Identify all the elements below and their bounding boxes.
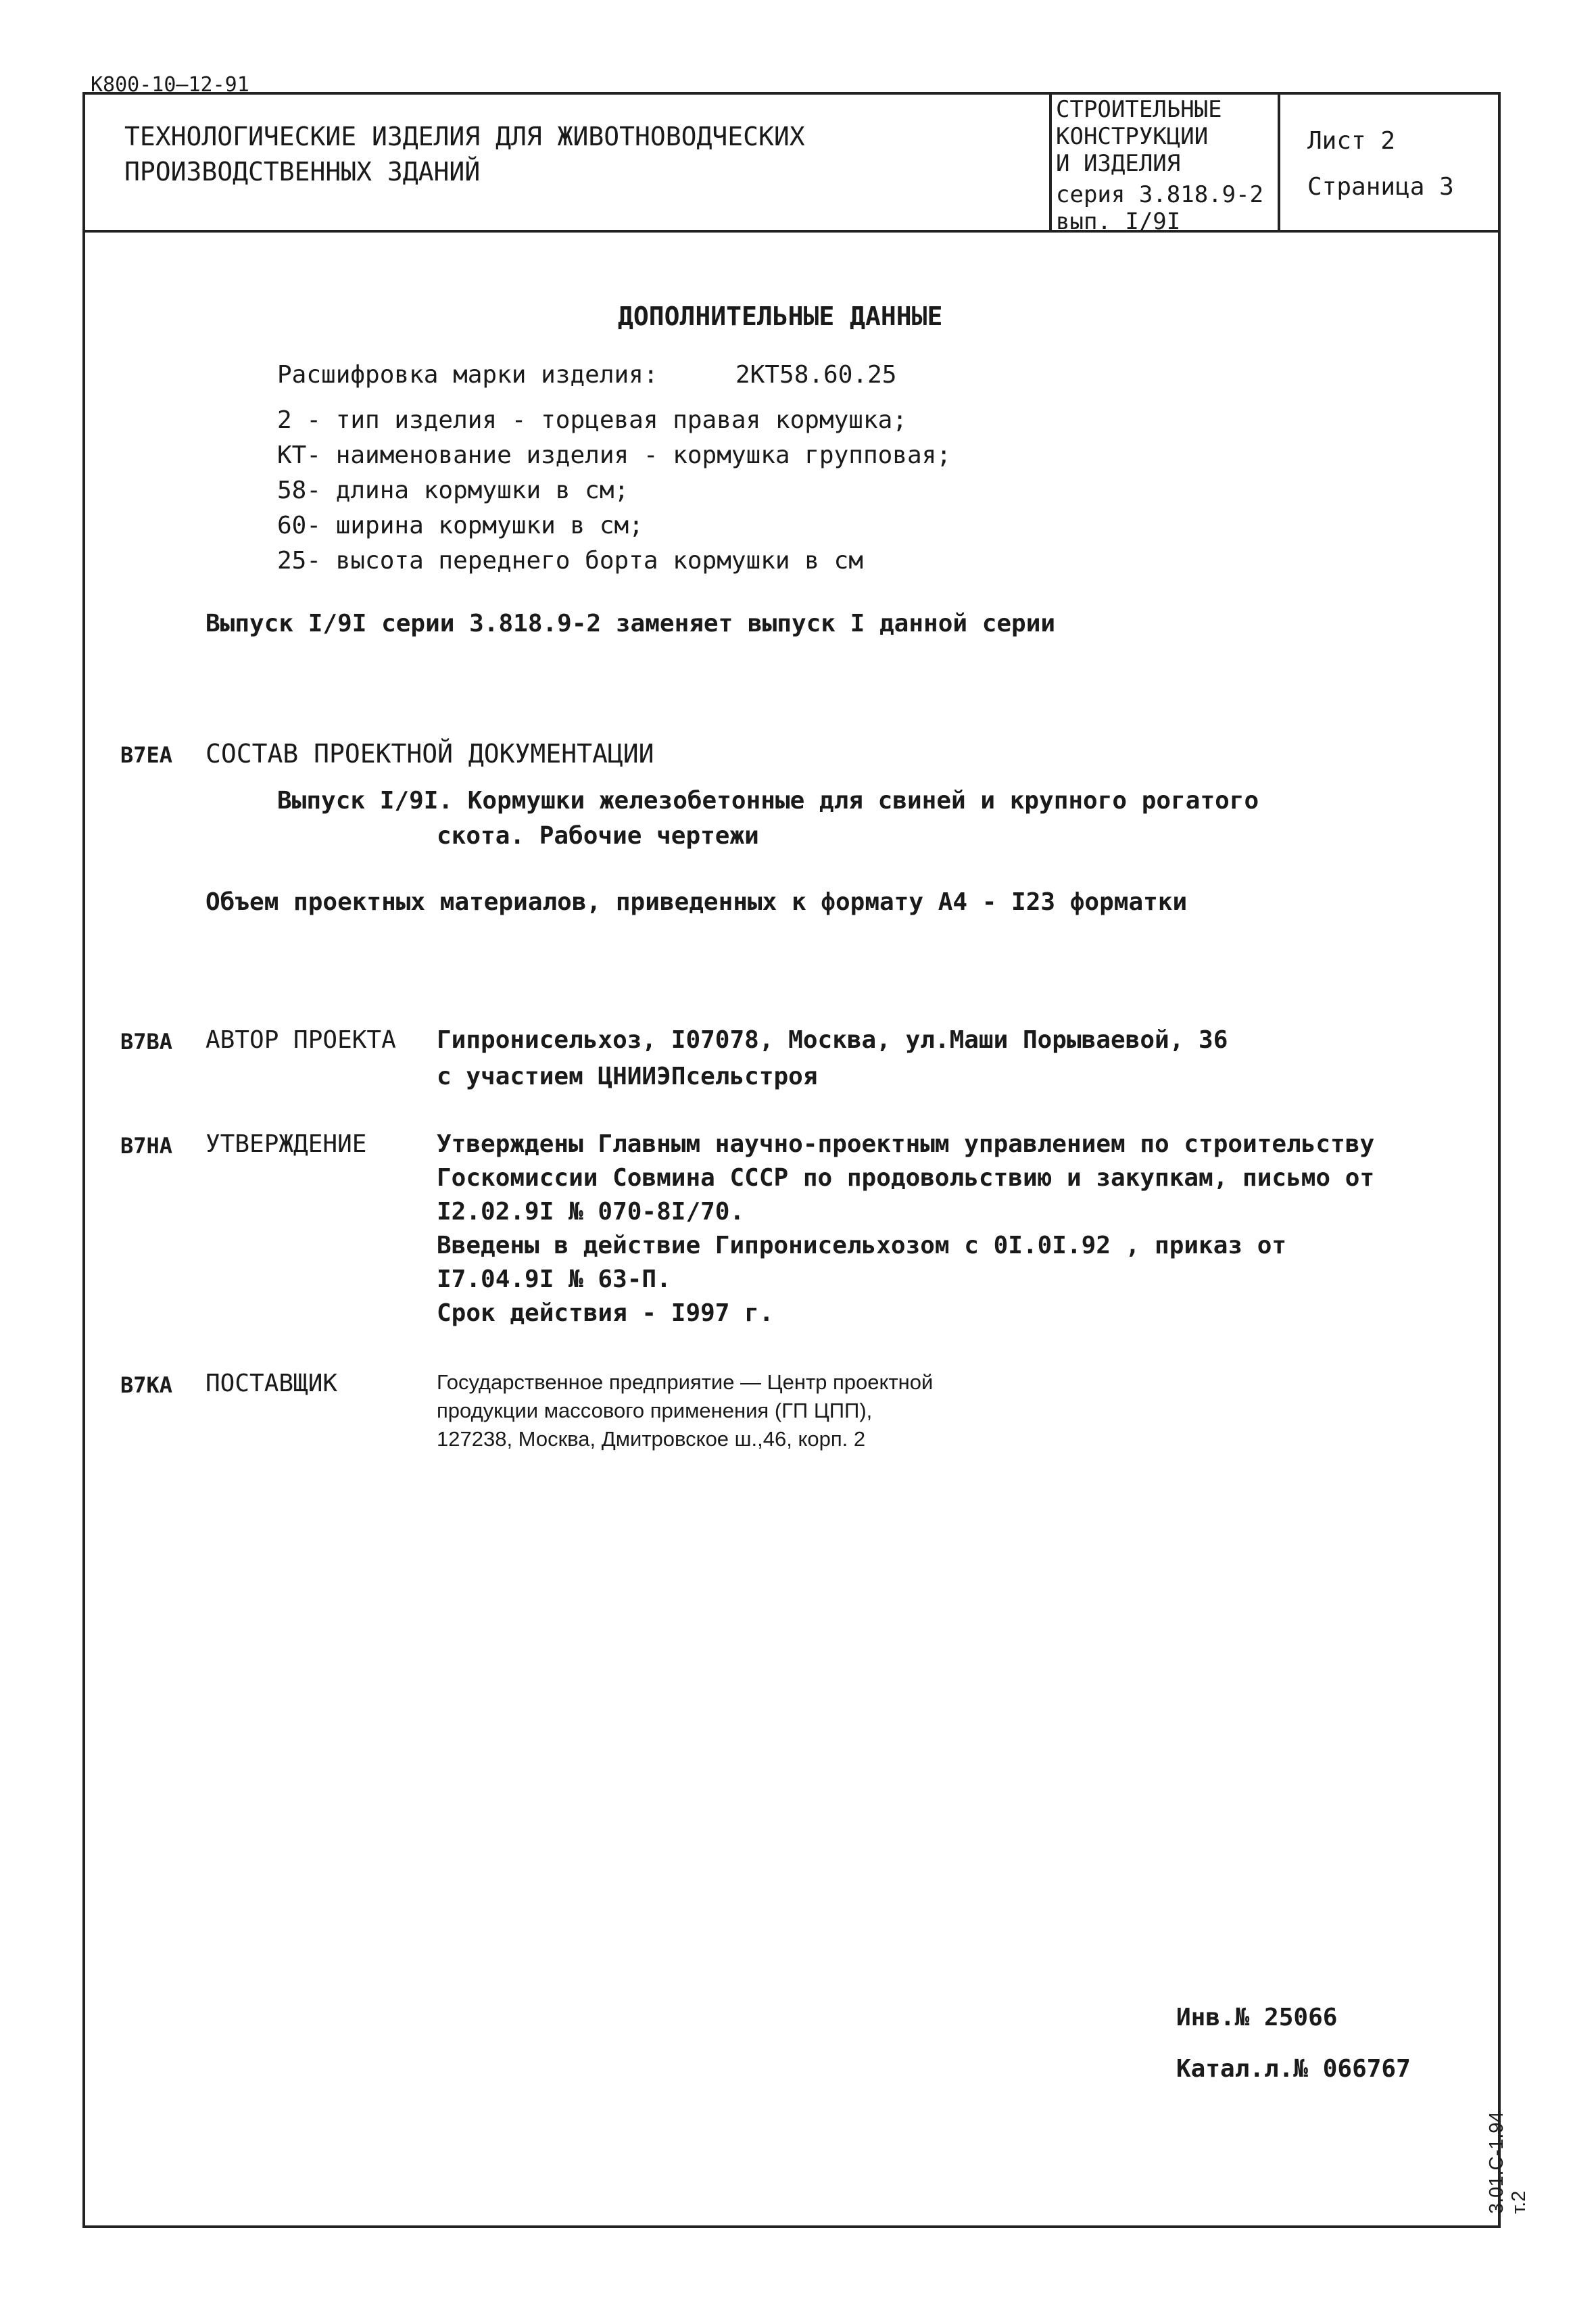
approval-line: I2.02.9I № 070-8I/70. [437,1198,745,1226]
inventory-number: Инв.№ 25066 [1176,2004,1338,2031]
approval-text [437,1128,1374,1330]
header-divider-1 [1049,92,1052,231]
approval-label: УТВЕРЖДЕНИЕ [205,1130,367,1158]
composition-issue-line-2: скота. Рабочие чертежи [437,822,759,850]
sheet-label: Лист 2 [1307,127,1396,155]
author-line-2: с участием ЦНИИЭПсельстроя [437,1063,818,1090]
author-line-1: Гипронисельхоз, I07078, Москва, ул.Маши Порываевой, 36 [437,1026,1228,1054]
approval-line: I7.04.9I № 63-П. [437,1265,671,1293]
supplier-label: ПОСТАВЩИК [205,1370,338,1397]
header-bottom-rule [82,230,1501,233]
volume-note: Объем проектных материалов, приведенных к формату А4 - I23 форматки [205,888,1188,916]
title-line-2: ПРОИЗВОДСТВЕННЫХ ЗДАНИЙ [124,157,481,187]
composition-heading: СОСТАВ ПРОЕКТНОЙ ДОКУМЕНТАЦИИ [205,739,654,769]
title-line-1: ТЕХНОЛОГИЧЕСКИЕ ИЗДЕЛИЯ ДЛЯ ЖИВОТНОВОДЧЕСКИХ [124,122,805,151]
supplier-text [437,1368,933,1453]
author-label: АВТОР ПРОЕКТА [205,1026,396,1054]
composition-tag: В7ЕА [120,742,173,768]
decoding-label: Расшифровка марки изделия: [277,361,658,389]
supplier-line: 127238, Москва, Дмитровское ш.,46, корп. 2 [437,1427,866,1451]
page-label: Страница 3 [1307,173,1454,201]
list-item: КТ- наименование изделия - кормушка групповая; [277,441,951,469]
additional-heading: ДОПОЛНИТЕЛЬНЫЕ ДАННЫЕ [618,301,943,331]
decoding-list [277,403,951,579]
supplier-line: Государственное предприятие — Центр проектной [437,1370,934,1394]
supplier-line: продукции массового применения (ГП ЦПП), [437,1399,873,1422]
replacement-note: Выпуск I/9I серии 3.818.9-2 заменяет выпуск I данной серии [205,610,1056,637]
approval-tag: В7НА [120,1133,173,1159]
series-label: серия 3.818.9-2 [1056,181,1264,208]
side-code: 3.01.С-1.94 т.2 [1486,2111,1530,2214]
list-item: 25- высота переднего борта кормушки в см [277,547,863,575]
decoding-code: 2КТ58.60.25 [735,361,897,389]
issue-label: вып. I/9I [1056,208,1181,235]
list-item: 60- ширина кормушки в см; [277,512,644,539]
author-tag: В7ВА [120,1029,173,1055]
supplier-tag: В7КА [120,1372,173,1398]
category-line-3: И ИЗДЕЛИЯ [1056,150,1181,177]
approval-line: Госкомиссии Совмина СССР по продовольствию и закупкам, письмо от [437,1164,1375,1192]
header-divider-2 [1278,92,1280,231]
approval-line: Срок действия - I997 г. [437,1299,774,1327]
category-line-1: СТРОИТЕЛЬНЫЕ [1056,96,1222,123]
category-line-2: КОНСТРУКЦИИ [1056,123,1209,150]
list-item: 2 - тип изделия - торцевая правая кормушка; [277,406,907,434]
header-title [124,119,805,189]
header-category [1056,96,1263,235]
document-code: К800-10—12-91 [91,73,249,97]
catalog-number: Катал.л.№ 066767 [1176,2055,1411,2083]
approval-line: Введены в действие Гипронисельхозом с 0I.0I.92 , приказ от [437,1232,1287,1259]
approval-line: Утверждены Главным научно-проектным управлением по строительству [437,1130,1375,1158]
composition-issue-line-1: Выпуск I/9I. Кормушки железобетонные для свиней и крупного рогатого [277,787,1259,815]
list-item: 58- длина кормушки в см; [277,477,629,504]
